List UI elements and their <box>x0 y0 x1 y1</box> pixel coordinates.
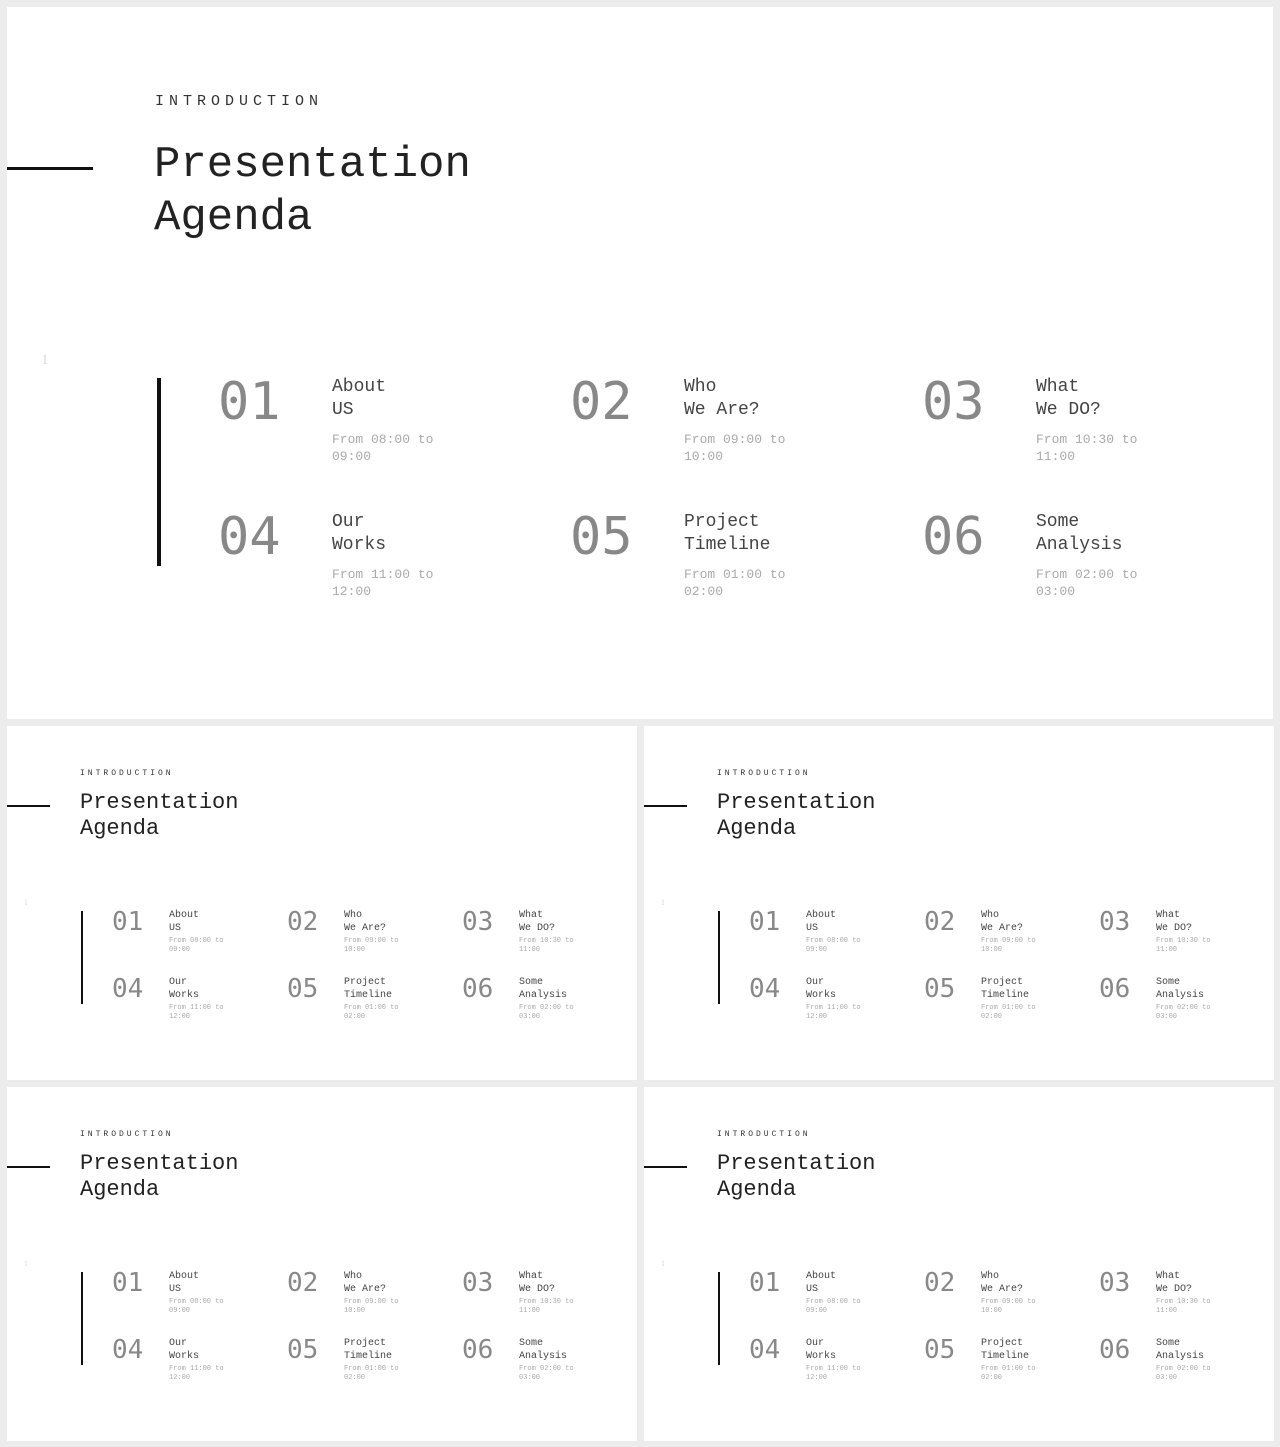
agenda-item-time-line-1: From 11:00 to <box>169 1004 224 1012</box>
agenda-item-title <box>519 1337 567 1363</box>
agenda-item-title-line-2: US <box>169 1284 182 1295</box>
agenda-item-title-line-2: Analysis <box>1156 1351 1205 1362</box>
agenda-item-title <box>519 976 567 1002</box>
agenda-item-title-line-1: What <box>519 1271 544 1282</box>
agenda-item-title <box>169 1270 199 1296</box>
agenda-item-time-line-1: From 10:30 to <box>1156 1298 1211 1306</box>
agenda-item-time-line-1: From 09:00 to <box>684 432 786 447</box>
agenda-item-time-line-2: 02:00 <box>344 1013 366 1022</box>
agenda-item-number: 03 <box>1099 907 1131 937</box>
agenda-item-title <box>1036 376 1101 423</box>
title-dash-line <box>644 1166 687 1168</box>
agenda-item-number: 02 <box>287 1268 319 1298</box>
agenda-item-title-line-2: We Are? <box>344 1284 387 1295</box>
agenda-item-title <box>169 1337 199 1363</box>
agenda-item-time-line-2: 12:00 <box>169 1013 191 1022</box>
agenda-item-title-line-1: Our <box>169 977 188 988</box>
agenda-item-number: 02 <box>570 372 633 432</box>
title-line-1: Presentation <box>717 1151 876 1176</box>
agenda-item-title-line-2: Analysis <box>1156 990 1205 1001</box>
eyebrow-label: INTRODUCTION <box>80 1130 174 1139</box>
agenda-item-time-line-2: 02:00 <box>981 1374 1003 1383</box>
slide-thumbnail-2[interactable] <box>644 726 1274 1080</box>
agenda-item-title <box>344 1270 386 1296</box>
agenda-item-title-line-2: Analysis <box>1036 535 1123 556</box>
agenda-item-title-line-2: US <box>806 1284 819 1295</box>
agenda-item-title-line-2: We DO? <box>1156 1284 1193 1295</box>
agenda-item-time-line-1: From 09:00 to <box>981 937 1036 945</box>
agenda-item-time-line-2: 03:00 <box>1036 583 1076 599</box>
agenda-item-time <box>1156 1365 1211 1383</box>
agenda-item-time-line-2: 02:00 <box>981 1013 1003 1022</box>
agenda-item-time-line-1: From 10:30 to <box>519 1298 574 1306</box>
agenda-item-title-line-1: About <box>169 910 200 921</box>
title-line-1: Presentation <box>80 1151 239 1176</box>
title-dash-line <box>7 167 93 170</box>
agenda-item-time-line-1: From 08:00 to <box>806 1298 861 1306</box>
agenda-item-time-line-1: From 08:00 to <box>806 937 861 945</box>
agenda-item-number: 05 <box>570 507 633 567</box>
agenda-item-number: 05 <box>924 1335 956 1365</box>
agenda-item-number: 01 <box>112 907 144 937</box>
agenda-item-time <box>981 1298 1036 1316</box>
agenda-item-title-line-1: Project <box>684 512 760 532</box>
agenda-item-time-line-1: From 09:00 to <box>981 1298 1036 1306</box>
slide-thumbnail-3[interactable] <box>7 1087 637 1441</box>
agenda-item-number: 03 <box>462 907 494 937</box>
agenda-item-time <box>519 937 574 955</box>
agenda-item-number: 06 <box>462 1335 494 1365</box>
title-line-2: Agenda <box>80 1177 160 1203</box>
agenda-item-time <box>806 1365 861 1383</box>
agenda-vertical-bar <box>157 378 161 566</box>
agenda-item-title <box>169 976 199 1002</box>
agenda-item-time-line-2: 09:00 <box>806 1307 828 1316</box>
title-dash-line <box>7 1166 50 1168</box>
agenda-item-time-line-2: 10:00 <box>684 448 724 464</box>
agenda-item-time-line-1: From 02:00 to <box>1156 1004 1211 1012</box>
agenda-item-time-line-1: From 08:00 to <box>332 432 434 447</box>
agenda-item-title <box>344 1337 392 1363</box>
agenda-item-number: 05 <box>924 974 956 1004</box>
agenda-item-time <box>332 567 433 601</box>
agenda-item-number: 04 <box>112 974 144 1004</box>
agenda-item-title-line-1: Who <box>981 1271 1000 1282</box>
agenda-item-number: 04 <box>749 1335 781 1365</box>
eyebrow-label: INTRODUCTION <box>155 93 324 110</box>
agenda-item-title-line-1: Our <box>806 977 825 988</box>
page-number: 1 <box>24 898 28 907</box>
agenda-item-time-line-2: 10:00 <box>981 946 1003 955</box>
agenda-item-number: 01 <box>112 1268 144 1298</box>
agenda-item-title-line-2: Works <box>806 1351 837 1362</box>
agenda-item-title-line-1: What <box>1156 1271 1181 1282</box>
agenda-item-time-line-2: 11:00 <box>519 946 541 955</box>
agenda-item-time <box>684 432 785 466</box>
agenda-item-time-line-1: From 02:00 to <box>519 1004 574 1012</box>
agenda-item-time-line-2: 10:00 <box>344 946 366 955</box>
agenda-item-title-line-2: Timeline <box>981 1351 1030 1362</box>
agenda-item-title-line-2: We DO? <box>1156 923 1193 934</box>
agenda-item-title-line-2: US <box>806 923 819 934</box>
agenda-item-number: 01 <box>749 907 781 937</box>
agenda-item-title <box>1156 909 1192 935</box>
agenda-item-number: 06 <box>1099 1335 1131 1365</box>
agenda-item-time <box>806 1298 861 1316</box>
agenda-item-title-line-2: Timeline <box>344 990 393 1001</box>
eyebrow-label: INTRODUCTION <box>80 769 174 778</box>
agenda-item-title-line-2: Works <box>169 1351 200 1362</box>
agenda-vertical-bar <box>81 911 83 1004</box>
agenda-item-title-line-1: What <box>1156 910 1181 921</box>
agenda-item-time-line-2: 02:00 <box>344 1374 366 1383</box>
agenda-item-time-line-2: 03:00 <box>519 1374 541 1383</box>
page-number: 1 <box>41 352 49 368</box>
agenda-item-time-line-1: From 02:00 to <box>1156 1365 1211 1373</box>
agenda-item-title-line-2: We Are? <box>981 1284 1024 1295</box>
agenda-item-time <box>344 937 399 955</box>
agenda-item-time-line-2: 12:00 <box>332 583 372 599</box>
agenda-item-number: 06 <box>1099 974 1131 1004</box>
slide-main[interactable] <box>7 7 1273 719</box>
agenda-item-time <box>981 1004 1036 1022</box>
agenda-item-number: 01 <box>749 1268 781 1298</box>
agenda-item-title <box>519 1270 555 1296</box>
agenda-item-title-line-1: Some <box>1036 512 1080 532</box>
agenda-item-time <box>169 1298 224 1316</box>
agenda-item-title-line-2: Timeline <box>981 990 1030 1001</box>
agenda-item-number: 04 <box>112 1335 144 1365</box>
agenda-item-time <box>344 1298 399 1316</box>
agenda-item-title <box>806 1270 836 1296</box>
agenda-item-number: 06 <box>922 507 985 567</box>
page-title <box>80 1151 238 1204</box>
agenda-item-time-line-2: 09:00 <box>169 946 191 955</box>
agenda-item-title-line-2: We DO? <box>1036 400 1101 421</box>
agenda-item-title-line-1: Some <box>1156 977 1181 988</box>
agenda-item-time <box>344 1365 399 1383</box>
agenda-item-title-line-1: Some <box>519 1338 544 1349</box>
agenda-item-time <box>1036 432 1137 466</box>
agenda-item-title-line-1: Project <box>344 977 387 988</box>
page-number: 1 <box>661 898 665 907</box>
agenda-item-title <box>981 1270 1023 1296</box>
agenda-item-title-line-1: Some <box>1156 1338 1181 1349</box>
agenda-item-time-line-2: 03:00 <box>519 1013 541 1022</box>
agenda-item-number: 06 <box>462 974 494 1004</box>
agenda-item-time <box>1156 1004 1211 1022</box>
agenda-item-time-line-1: From 09:00 to <box>344 937 399 945</box>
agenda-item-time <box>169 937 224 955</box>
agenda-item-time <box>519 1004 574 1022</box>
agenda-item-number: 05 <box>287 974 319 1004</box>
agenda-item-time-line-2: 11:00 <box>1036 448 1076 464</box>
agenda-item-time-line-2: 03:00 <box>1156 1013 1178 1022</box>
agenda-item-title-line-2: We DO? <box>519 1284 556 1295</box>
agenda-item-time-line-1: From 02:00 to <box>519 1365 574 1373</box>
agenda-item-title-line-1: Our <box>332 512 365 532</box>
agenda-item-title-line-2: Works <box>332 535 387 556</box>
agenda-item-time-line-1: From 08:00 to <box>169 1298 224 1306</box>
agenda-item-number: 04 <box>749 974 781 1004</box>
agenda-item-title-line-1: Who <box>981 910 1000 921</box>
page-title <box>717 790 875 843</box>
agenda-item-time <box>344 1004 399 1022</box>
agenda-item-title <box>981 976 1029 1002</box>
agenda-item-time-line-1: From 01:00 to <box>981 1004 1036 1012</box>
agenda-item-title-line-1: About <box>169 1271 200 1282</box>
agenda-item-title-line-2: We Are? <box>684 400 760 421</box>
agenda-item-time-line-2: 11:00 <box>1156 1307 1178 1316</box>
agenda-vertical-bar <box>718 911 720 1004</box>
agenda-item-title-line-1: What <box>519 910 544 921</box>
agenda-item-title <box>1156 1270 1192 1296</box>
agenda-item-title-line-1: About <box>806 1271 837 1282</box>
agenda-item-title <box>344 909 386 935</box>
agenda-item-time-line-1: From 01:00 to <box>684 567 786 582</box>
agenda-item-time <box>1156 937 1211 955</box>
agenda-item-title-line-2: We DO? <box>519 923 556 934</box>
agenda-item-title-line-2: US <box>169 923 182 934</box>
agenda-item-title-line-1: Who <box>344 910 363 921</box>
agenda-item-time-line-1: From 10:30 to <box>1036 432 1138 447</box>
agenda-item-title <box>332 511 386 558</box>
agenda-item-time-line-1: From 01:00 to <box>981 1365 1036 1373</box>
agenda-item-time <box>169 1004 224 1022</box>
agenda-item-time-line-1: From 11:00 to <box>806 1365 861 1373</box>
page-number: 1 <box>661 1259 665 1268</box>
agenda-item-title <box>519 909 555 935</box>
title-line-2: Agenda <box>717 816 797 842</box>
page-title <box>717 1151 875 1204</box>
agenda-item-title <box>806 1337 836 1363</box>
agenda-item-title-line-2: Timeline <box>344 1351 393 1362</box>
agenda-item-time <box>1156 1298 1211 1316</box>
agenda-item-time-line-2: 12:00 <box>169 1374 191 1383</box>
agenda-item-time-line-2: 09:00 <box>169 1307 191 1316</box>
agenda-item-time-line-2: 02:00 <box>684 583 724 599</box>
agenda-vertical-bar <box>81 1272 83 1365</box>
title-line-1: Presentation <box>80 790 239 815</box>
agenda-item-time <box>806 937 861 955</box>
agenda-item-title <box>1156 1337 1204 1363</box>
agenda-item-title-line-1: Project <box>981 1338 1024 1349</box>
page-title <box>80 790 238 843</box>
agenda-item-title-line-1: Project <box>981 977 1024 988</box>
eyebrow-label: INTRODUCTION <box>717 769 811 778</box>
agenda-item-title <box>684 511 770 558</box>
agenda-item-title-line-1: Who <box>684 377 717 397</box>
agenda-item-title <box>981 909 1023 935</box>
agenda-item-time-line-2: 09:00 <box>806 946 828 955</box>
agenda-item-number: 02 <box>924 1268 956 1298</box>
agenda-item-number: 05 <box>287 1335 319 1365</box>
title-line-2: Agenda <box>717 1177 797 1203</box>
agenda-item-title-line-2: Analysis <box>519 990 568 1001</box>
agenda-item-time-line-1: From 08:00 to <box>169 937 224 945</box>
title-line-2: Agenda <box>154 192 313 243</box>
agenda-item-time-line-1: From 11:00 to <box>806 1004 861 1012</box>
slide-thumbnail-4[interactable] <box>644 1087 1274 1441</box>
agenda-item-title <box>1036 511 1122 558</box>
agenda-item-time-line-1: From 10:30 to <box>1156 937 1211 945</box>
agenda-item-time-line-2: 11:00 <box>1156 946 1178 955</box>
agenda-item-time <box>332 432 433 466</box>
agenda-item-time-line-1: From 11:00 to <box>169 1365 224 1373</box>
agenda-item-title-line-2: We Are? <box>981 923 1024 934</box>
agenda-item-time-line-1: From 10:30 to <box>519 937 574 945</box>
agenda-item-time <box>981 1365 1036 1383</box>
agenda-item-time-line-2: 11:00 <box>519 1307 541 1316</box>
agenda-item-time <box>806 1004 861 1022</box>
agenda-item-time-line-1: From 02:00 to <box>1036 567 1138 582</box>
slide-thumbnail-1[interactable] <box>7 726 637 1080</box>
page-title <box>154 139 471 245</box>
agenda-vertical-bar <box>718 1272 720 1365</box>
agenda-item-time-line-1: From 01:00 to <box>344 1365 399 1373</box>
agenda-item-title <box>344 976 392 1002</box>
agenda-item-time-line-1: From 01:00 to <box>344 1004 399 1012</box>
title-line-1: Presentation <box>717 790 876 815</box>
agenda-item-time <box>981 937 1036 955</box>
agenda-item-title <box>169 909 199 935</box>
agenda-item-time <box>684 567 785 601</box>
eyebrow-label: INTRODUCTION <box>717 1130 811 1139</box>
agenda-item-title-line-1: Our <box>806 1338 825 1349</box>
agenda-item-title <box>684 376 760 423</box>
agenda-item-number: 03 <box>462 1268 494 1298</box>
agenda-item-time-line-2: 12:00 <box>806 1374 828 1383</box>
agenda-item-time-line-1: From 09:00 to <box>344 1298 399 1306</box>
agenda-item-time <box>519 1298 574 1316</box>
agenda-item-title-line-2: Analysis <box>519 1351 568 1362</box>
title-line-2: Agenda <box>80 816 160 842</box>
agenda-item-title-line-1: About <box>806 910 837 921</box>
agenda-item-title-line-1: Project <box>344 1338 387 1349</box>
agenda-item-title-line-2: US <box>332 400 354 421</box>
agenda-item-title-line-1: Some <box>519 977 544 988</box>
agenda-item-title-line-2: We Are? <box>344 923 387 934</box>
agenda-item-title-line-1: Who <box>344 1271 363 1282</box>
agenda-item-number: 02 <box>924 907 956 937</box>
agenda-item-time-line-1: From 11:00 to <box>332 567 434 582</box>
agenda-item-time <box>1036 567 1137 601</box>
agenda-item-time-line-2: 10:00 <box>981 1307 1003 1316</box>
agenda-item-time-line-2: 09:00 <box>332 448 372 464</box>
title-dash-line <box>644 805 687 807</box>
agenda-item-title-line-1: What <box>1036 377 1080 397</box>
agenda-item-title <box>806 909 836 935</box>
agenda-item-title-line-1: About <box>332 377 387 397</box>
agenda-item-title-line-1: Our <box>169 1338 188 1349</box>
agenda-item-title-line-2: Timeline <box>684 535 771 556</box>
title-line-1: Presentation <box>154 140 471 190</box>
agenda-item-title <box>332 376 386 423</box>
agenda-item-number: 02 <box>287 907 319 937</box>
agenda-item-time-line-2: 03:00 <box>1156 1374 1178 1383</box>
agenda-item-title <box>806 976 836 1002</box>
agenda-item-time <box>519 1365 574 1383</box>
agenda-item-title-line-2: Works <box>169 990 200 1001</box>
agenda-item-time-line-2: 10:00 <box>344 1307 366 1316</box>
agenda-item-title <box>1156 976 1204 1002</box>
agenda-item-number: 03 <box>922 372 985 432</box>
agenda-item-number: 04 <box>218 507 281 567</box>
page-number: 1 <box>24 1259 28 1268</box>
agenda-item-time-line-2: 12:00 <box>806 1013 828 1022</box>
agenda-item-title <box>981 1337 1029 1363</box>
agenda-item-number: 01 <box>218 372 281 432</box>
agenda-item-title-line-2: Works <box>806 990 837 1001</box>
agenda-item-number: 03 <box>1099 1268 1131 1298</box>
title-dash-line <box>7 805 50 807</box>
agenda-item-time <box>169 1365 224 1383</box>
